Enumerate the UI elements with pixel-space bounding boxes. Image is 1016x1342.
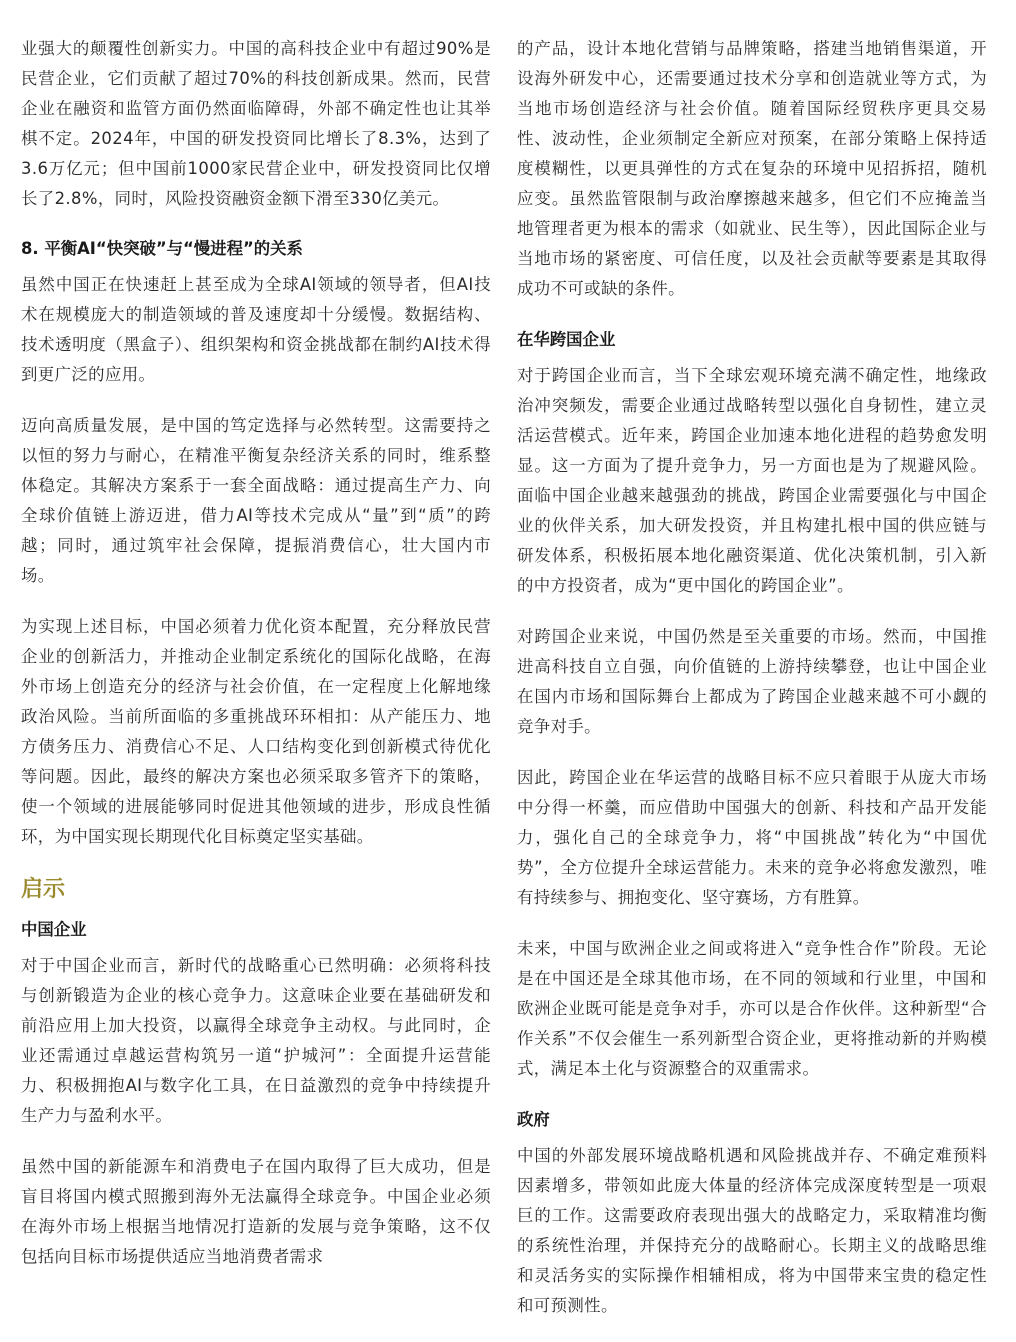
paragraph-ai-adoption: 虽然中国正在快速赶上甚至成为全球AI领域的领导者，但AI技术在规模庞大的制造领域的普及速度却十分缓慢。数据结构、技术透明度（黑盒子）、组织架构和资金挑战都在制约AI技术得到更广泛的应用。 xyxy=(21,275,491,384)
heading-multinationals-in-china: 在华跨国企业 xyxy=(517,330,616,349)
right-column xyxy=(517,34,987,1342)
paragraph-government-strategy: 中国的外部发展环境战略机遇和风险挑战并存、不确定难预料因素增多，带领如此庞大体量的经济体完成深度转型是一项艰巨的工作。这需要政府表现出强大的战略定力，采取精准均衡的系统性治理，并保持充分的战略耐心。长期主义的战略思维和灵活务实的实际操作相辅相成，将为中国带来宝贵的稳定性和可预测性。 xyxy=(517,1146,987,1315)
heading-ai-balance: 8. 平衡AI“快突破”与“慢进程”的关系 xyxy=(21,239,303,258)
paragraph-tech-innovation-core: 对于中国企业而言，新时代的战略重心已然明确：必须将科技与创新锻造为企业的核心竞争力。这意味企业要在基础研发和前沿应用上加大投资，以赢得全球竞争主动权。与此同时，企业还需通过卓越运营构筑另一道“护城河”：全面提升运营能力、积极拥抱AI与数字化工具，在日益激烈的竞争中持续提升生产力与盈利水平。 xyxy=(21,956,491,1125)
paragraph-competitive-cooperation: 未来，中国与欧洲企业之间或将进入“竞争性合作”阶段。无论是在中国还是全球其他市场，在不同的领域和行业里，中国和欧洲企业既可能是竞争对手，亦可以是合作伙伴。这种新型“合作关系”不仅会催生一系列新型合资企业，更将推动新的并购模式，满足本土化与资源整合的双重需求。 xyxy=(517,939,987,1078)
heading-government: 政府 xyxy=(517,1110,550,1129)
paragraph-strategic-goals: 因此，跨国企业在华运营的战略目标不应只着眼于从庞大市场中分得一杯羹，而应借助中国强大的创新、科技和产品开发能力，强化自己的全球竞争力，将“中国挑战”转化为“中国优势”，全方位提升全球运营能力。未来的竞争必将愈发激烈，唯有持续参与、拥抱变化、坚守赛场，方有胜算。 xyxy=(517,768,987,907)
paragraph-overseas-strategy: 虽然中国的新能源车和消费电子在国内取得了巨大成功，但是盲目将国内模式照搬到海外无法赢得全球竞争。中国企业必须在海外市场上根据当地情况打造新的发展与竞争策略，这不仅包括向目标市场提供适应当地消费者需求 xyxy=(21,1157,491,1266)
paragraph-localization: 的产品，设计本地化营销与品牌策略，搭建当地销售渠道，开设海外研发中心，还需要通过技术分享和创造就业等方式，为当地市场创造经济与社会价值。随着国际经贸秩序更具交易性、波动性，企业须制定全新应对预案，在部分策略上保持适度模糊性，以更具弹性的方式在复杂的环境中见招拆招，随机应变。虽然监管限制与政治摩擦越来越多，但它们不应掩盖当地管理者更为根本的需求（如就业、民生等），因此国际企业与当地市场的紧密度、可信任度，以及社会贡献等要素是其取得成功不可或缺的条件。 xyxy=(517,39,987,298)
paragraph-rd-investment: 业强大的颠覆性创新实力。中国的高科技企业中有超过90%是民营企业，它们贡献了超过70%的科技创新成果。然而，民营企业在融资和监管方面仍然面临障碍，外部不确定性也让其举棋不定。2024年，中国的研发投资同比增长了8.3%，达到了3.6万亿元；但中国前1000家民营企业中，研发投资同比仅增长了2.8%，同时，风险投资融资金额下滑至330亿美元。 xyxy=(21,39,491,208)
left-column xyxy=(21,34,491,1293)
section-title-implications: 启示 xyxy=(21,877,66,902)
heading-chinese-enterprises: 中国企业 xyxy=(21,920,87,939)
paragraph-china-market: 对跨国企业来说，中国仍然是至关重要的市场。然而，中国推进高科技自立自强，向价值链的上游持续攀登，也让中国企业在国内市场和国际舞台上都成为了跨国企业越来越不可小觑的竞争对手。 xyxy=(517,627,987,736)
paragraph-capital-allocation: 为实现上述目标，中国必须着力优化资本配置，充分释放民营企业的创新活力，并推动企业制定系统化的国际化战略，在海外市场上创造充分的经济与社会价值，在一定程度上化解地缘政治风险。当前所面临的多重挑战环环相扣：从产能压力、地方债务压力、消费信心不足、人口结构变化到创新模式待优化等问题。因此，最终的解决方案也必须采取多管齐下的策略，使一个领域的进展能够同时促进其他领域的进步，形成良性循环，为中国实现长期现代化目标奠定坚实基础。 xyxy=(21,617,491,846)
paragraph-mnc-resilience: 对于跨国企业而言，当下全球宏观环境充满不确定性，地缘政治冲突频发，需要企业通过战略转型以强化自身韧性，建立灵活运营模式。近年来，跨国企业加速本地化进程的趋势愈发明显。这一方面为了提升竞争力，另一方面也是为了规避风险。面临中国企业越来越强劲的挑战，跨国企业需要强化与中国企业的伙伴关系，加大研发投资，并且构建扎根中国的供应链与研发体系，积极拓展本地化融资渠道、优化决策机制，引入新的中方投资者，成为“更中国化的跨国企业”。 xyxy=(517,366,987,595)
paragraph-high-quality-development: 迈向高质量发展，是中国的笃定选择与必然转型。这需要持之以恒的努力与耐心，在精准平衡复杂经济关系的同时，维系整体稳定。其解决方案系于一套全面战略：通过提高生产力、向全球价值链上游迈进，借力AI等技术完成从“量”到“质”的跨越；同时，通过筑牢社会保障，提振消费信心，壮大国内市场。 xyxy=(21,416,491,585)
